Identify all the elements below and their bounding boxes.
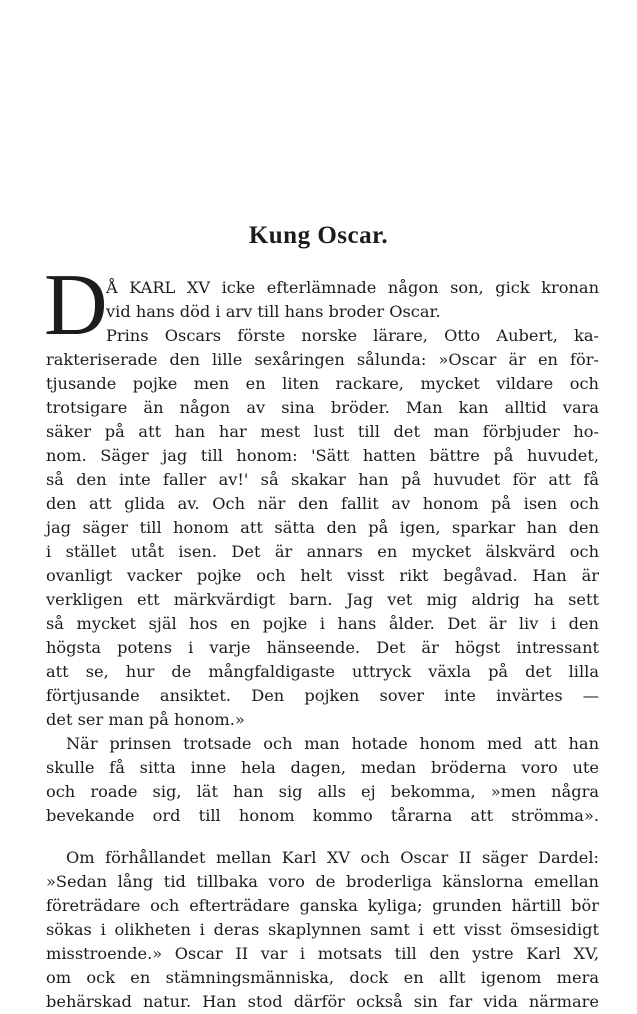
text-line: företrädare och efterträdare ganska kyliga; grunden härtill bör	[46, 896, 599, 915]
text-line: misstroende.» Oscar II var i motsats till den ystre Karl XV,	[46, 944, 599, 963]
text-line: så den inte faller av!' så skakar han på huvudet för att få	[46, 470, 599, 489]
text-line: så mycket själ hos en pojke i hans ålder. Det är liv i den	[46, 614, 599, 633]
chapter-title: Kung Oscar.	[248, 222, 389, 249]
text-line: skulle få sitta inne hela dagen, medan bröderna voro ute	[46, 758, 599, 777]
text-line: Prins Oscars förste norske lärare, Otto Aubert, ka-	[106, 326, 599, 345]
text-line: verkligen ett märkvärdigt barn. Jag vet mig aldrig ha sett	[46, 590, 599, 609]
text-line: det ser man på honom.»	[46, 710, 245, 729]
text-line: sökas i olikheten i deras skaplynnen samt i ett visst ömsesidigt	[46, 920, 599, 939]
text-line: Å KARL XV icke efterlämnade någon son, gick kronan	[106, 278, 599, 297]
text-line: säker på att han har mest lust till det man förbjuder ho-	[46, 422, 599, 441]
text-line: i stället utåt isen. Det är annars en mycket älskvärd och	[46, 542, 599, 561]
text-line: nom. Säger jag till honom: 'Sätt hatten bättre på huvudet,	[46, 446, 599, 465]
text-line: Om förhållandet mellan Karl XV och Oscar II säger Dardel:	[66, 848, 599, 867]
text-line: bevekande ord till honom kommo tårarna att strömma».	[46, 806, 599, 825]
text-line: högsta potens i varje hänseende. Det är högst intressant	[46, 638, 599, 657]
text-line: och roade sig, lät han sig alls ej bekomma, »men några	[46, 782, 599, 801]
text-line: trotsigare än någon av sina bröder. Man kan alltid vara	[46, 398, 599, 417]
text-line: om ock en stämningsmänniska, dock en allt igenom mera	[46, 968, 599, 987]
text-line: att se, hur de mångfaldigaste uttryck växla på det lilla	[46, 662, 599, 681]
text-line: tjusande pojke men en liten rackare, mycket vildare och	[46, 374, 599, 393]
text-line: behärskad natur. Han stod därför också sin far vida närmare	[46, 992, 599, 1011]
text-line: ovanligt vacker pojke och helt visst rikt begåvad. Han är	[46, 566, 599, 585]
text-line: förtjusande ansiktet. Den pojken sover inte invärtes —	[46, 686, 599, 705]
text-line: jag säger till honom att sätta den på igen, sparkar han den	[46, 518, 599, 537]
text-line: »Sedan lång tid tillbaka voro de broderliga känslorna emellan	[46, 872, 599, 891]
text-line: rakteriserade den lille sexåringen sålunda: »Oscar är en för-	[46, 350, 599, 369]
text-line: När prinsen trotsade och man hotade honom med att han	[66, 734, 599, 753]
text-line: vid hans död i arv till hans broder Oscar.	[106, 302, 441, 321]
text-line: den att glida av. Och när den fallit av honom på isen och	[46, 494, 599, 513]
drop-cap: D	[44, 257, 108, 354]
